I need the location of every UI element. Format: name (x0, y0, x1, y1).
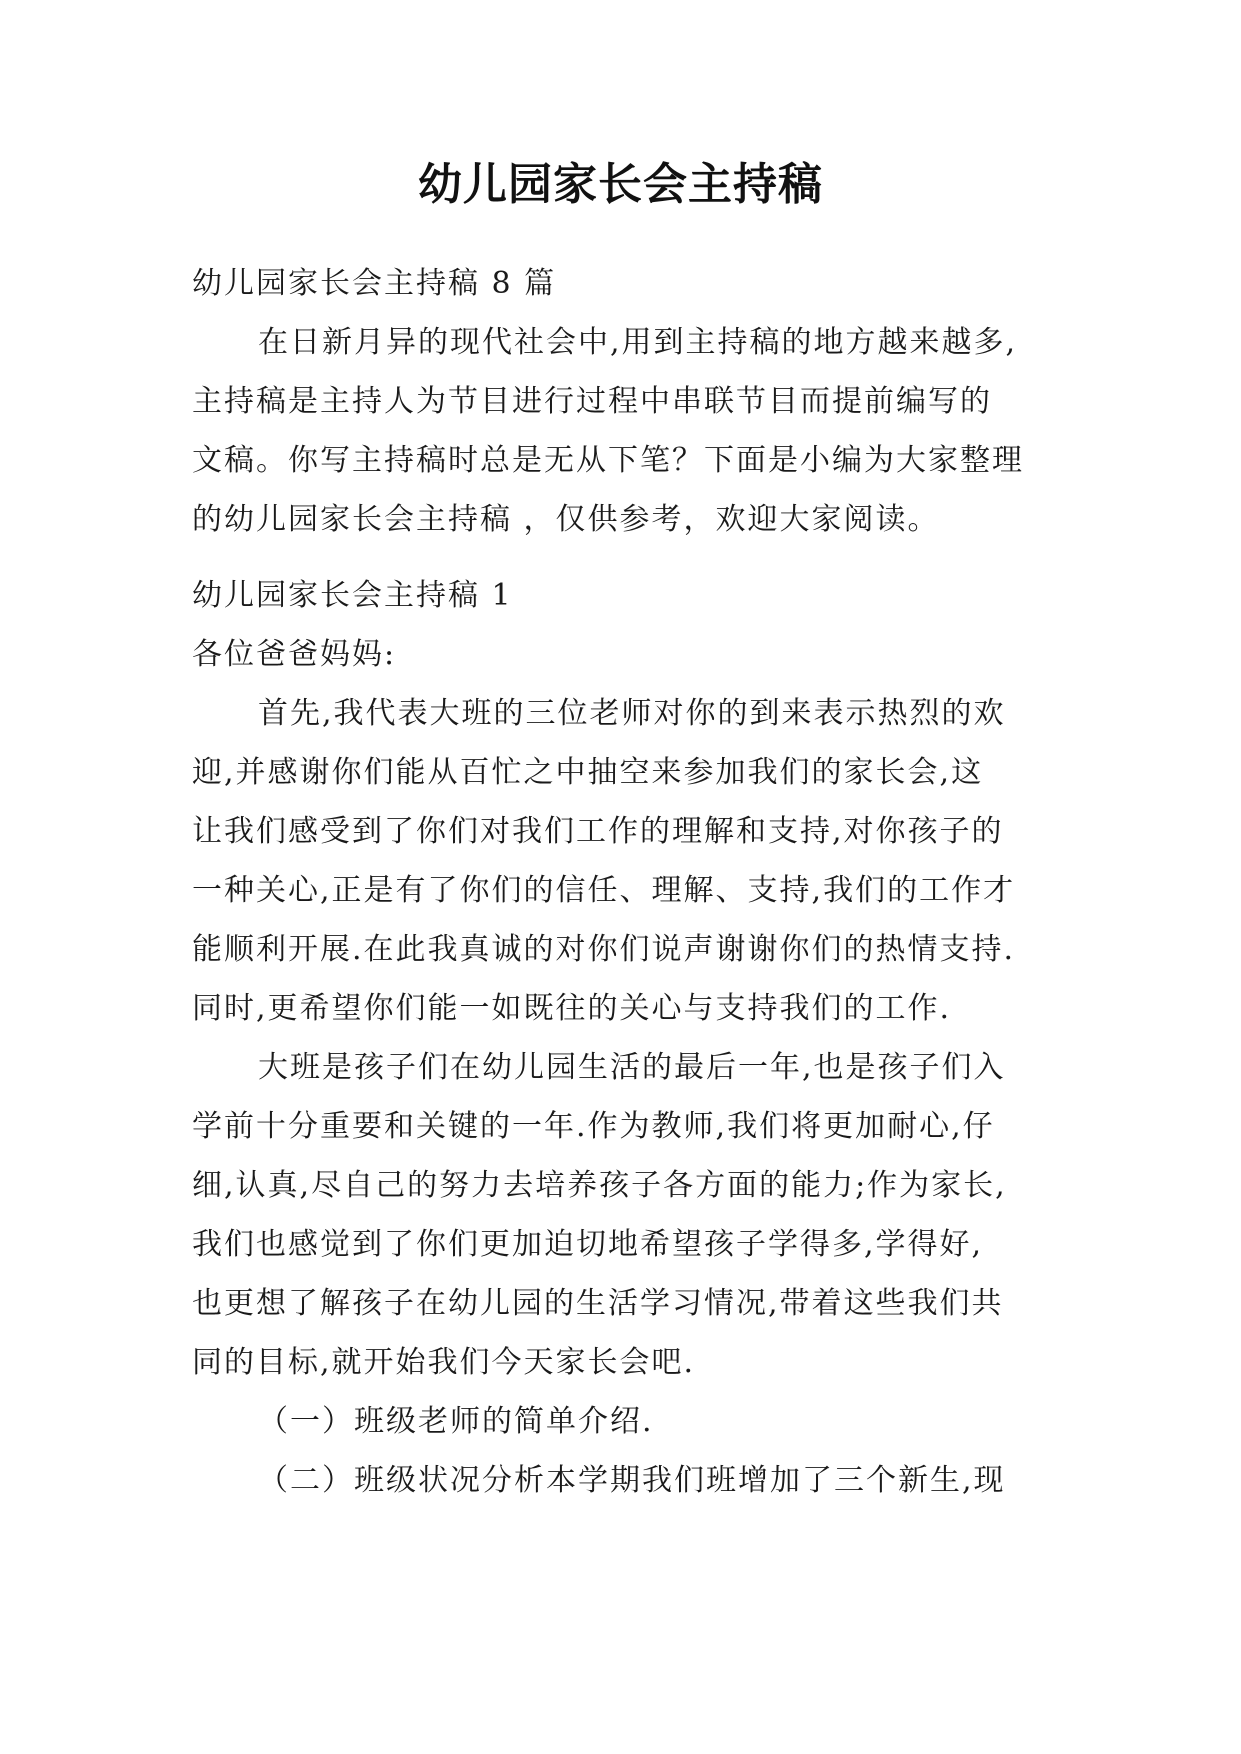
paragraph-line: 让我们感受到了你们对我们工作的理解和支持,对你孩子的 (192, 814, 1004, 849)
paragraph-line: 首先,我代表大班的三位老师对你的到来表示热烈的欢 (258, 696, 1006, 731)
intro-section (192, 254, 1052, 549)
paragraph-line: 主持稿是主持人为节目进行过程中串联节目而提前编写的 (192, 384, 992, 419)
paragraph-line: 学前十分重要和关键的一年.作为教师,我们将更加耐心,仔 (192, 1109, 995, 1144)
paragraph-line: 也更想了解孩子在幼儿园的生活学习情况,带着这些我们共 (192, 1286, 1004, 1321)
paragraph-line: 我们也感觉到了你们更加迫切地希望孩子学得多,学得好, (192, 1227, 984, 1262)
section-1 (192, 566, 1052, 1510)
subtitle-line: 幼儿园家长会主持稿 8 篇 (192, 266, 557, 301)
list-item: （一）班级老师的简单介绍. (258, 1404, 654, 1439)
paragraph-line: 同时,更希望你们能一如既往的关心与支持我们的工作. (192, 991, 952, 1026)
paragraph-line: 同的目标,就开始我们今天家长会吧. (192, 1345, 696, 1380)
paragraph-line: 大班是孩子们在幼儿园生活的最后一年,也是孩子们入 (258, 1050, 1006, 1085)
salutation: 各位爸爸妈妈: (192, 637, 397, 672)
paragraph-line: 能顺利开展.在此我真诚的对你们说声谢谢你们的热情支持. (192, 932, 1016, 967)
list-item: （二）班级状况分析本学期我们班增加了三个新生,现 (258, 1463, 1006, 1498)
paragraph-line: 的幼儿园家长会主持稿 ，仅供参考，欢迎大家阅读。 (192, 502, 940, 537)
paragraph-line: 一种关心,正是有了你们的信任、理解、支持,我们的工作才 (192, 873, 1016, 908)
paragraph-line: 细,认真,尽自己的努力去培养孩子各方面的能力;作为家长, (192, 1168, 1007, 1203)
paragraph-line: 文稿。你写主持稿时总是无从下笔？下面是小编为大家整理 (192, 443, 1024, 478)
paragraph-line: 在日新月异的现代社会中,用到主持稿的地方越来越多, (258, 325, 1018, 360)
section-heading: 幼儿园家长会主持稿 1 (192, 578, 513, 613)
paragraph-line: 迎,并感谢你们能从百忙之中抽空来参加我们的家长会,这 (192, 755, 984, 790)
document-title: 幼儿园家长会主持稿 (418, 159, 823, 210)
